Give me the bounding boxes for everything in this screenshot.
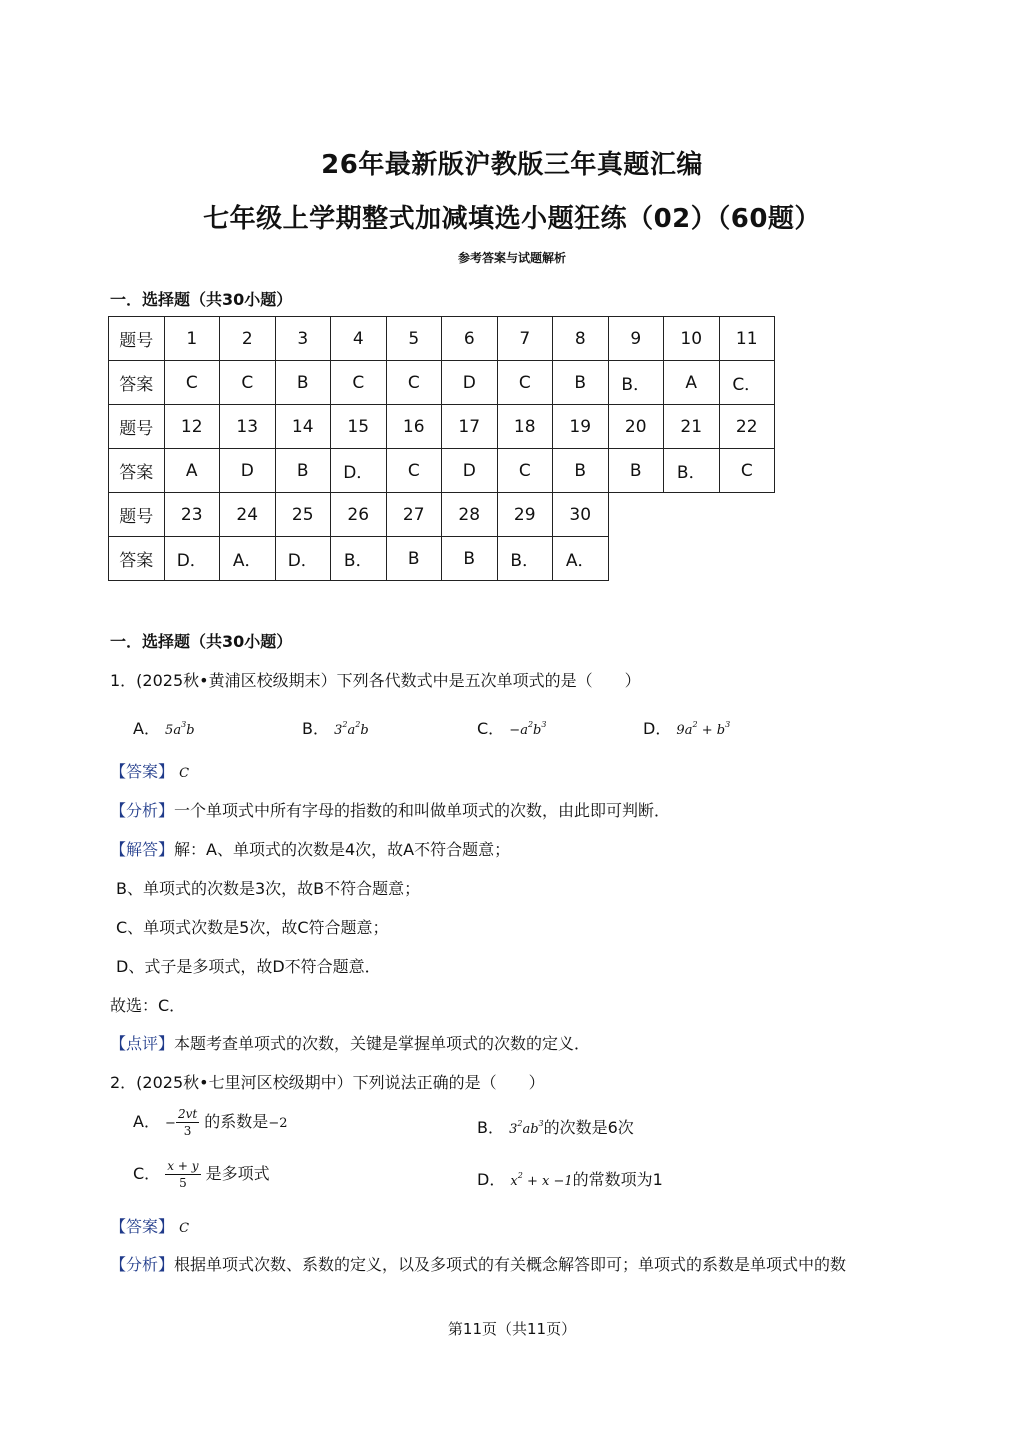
answer-cell: B xyxy=(275,449,331,493)
answer-cell: C xyxy=(164,361,220,405)
comment-text: 本题考查单项式的次数，关键是掌握单项式的次数的定义． xyxy=(174,1034,591,1053)
question-number-cell: 5 xyxy=(386,317,442,361)
option-label: B． xyxy=(477,1118,504,1137)
option-math: $9a^2 + b^3$ xyxy=(676,720,731,738)
option-math: $x^2 + x -1$ xyxy=(510,1171,573,1189)
q1-option-d xyxy=(643,716,730,739)
q2-option-b xyxy=(477,1115,634,1138)
table-row-answers xyxy=(109,537,775,581)
q1-solution-line: B、单项式的次数是3次，故B不符合题意； xyxy=(116,879,421,898)
answer-cell: A． xyxy=(553,537,609,581)
answer-cell: A xyxy=(664,361,720,405)
answer-cell: C xyxy=(719,449,775,493)
answer-tag: 【答案】 xyxy=(110,1217,175,1236)
question-number-cell: 11 xyxy=(719,317,775,361)
answer-cell: B． xyxy=(664,449,720,493)
question-number-cell: 21 xyxy=(664,405,720,449)
question-number-cell: 14 xyxy=(275,405,331,449)
comment-tag: 【点评】 xyxy=(110,1034,175,1053)
answer-table xyxy=(108,316,775,581)
question-number-cell: 3 xyxy=(275,317,331,361)
empty-cell xyxy=(664,537,720,581)
row-header: 题号 xyxy=(109,405,165,449)
question-number-cell: 30 xyxy=(553,493,609,537)
q1-option-b xyxy=(302,716,369,739)
row-header: 答案 xyxy=(109,361,165,405)
question-number-cell: 4 xyxy=(331,317,387,361)
option-math: $3^2a^2b$ xyxy=(334,720,369,738)
question-number-cell: 9 xyxy=(608,317,664,361)
option-text: 是多项式 xyxy=(205,1164,270,1183)
question-number-cell: 19 xyxy=(553,405,609,449)
q1-solution-line: C、单项式次数是5次，故C符合题意； xyxy=(116,918,389,937)
q2-option-d xyxy=(477,1167,663,1190)
row-header: 题号 xyxy=(109,317,165,361)
option-label: A． xyxy=(133,1112,160,1131)
question-number-cell: 20 xyxy=(608,405,664,449)
row-header: 答案 xyxy=(109,537,165,581)
question-number-cell: 8 xyxy=(553,317,609,361)
answer-cell: D xyxy=(442,449,498,493)
q2-option-c xyxy=(133,1158,270,1191)
answer-cell: C xyxy=(497,449,553,493)
answer-cell: D． xyxy=(164,537,220,581)
q1-choice: 故选：C． xyxy=(110,996,186,1015)
q1-solution xyxy=(110,837,510,860)
question-number-cell: 22 xyxy=(719,405,775,449)
table-row-numbers xyxy=(109,405,775,449)
question-number-cell: 7 xyxy=(497,317,553,361)
doc-title-line1: 26年最新版沪教版三年真题汇编 xyxy=(321,150,703,180)
empty-cell xyxy=(719,537,775,581)
question-number-cell: 12 xyxy=(164,405,220,449)
question-number-cell: 28 xyxy=(442,493,498,537)
question-number-cell: 27 xyxy=(386,493,442,537)
question-number-cell: 25 xyxy=(275,493,331,537)
analysis-tag: 【分析】 xyxy=(110,801,175,820)
answer-cell: D xyxy=(220,449,276,493)
question-number-cell: 24 xyxy=(220,493,276,537)
question-number-cell: 16 xyxy=(386,405,442,449)
page-footer: 第11页（共11页） xyxy=(447,1320,577,1338)
question-number-cell: 18 xyxy=(497,405,553,449)
q1-option-a xyxy=(133,716,195,739)
row-header: 题号 xyxy=(109,493,165,537)
option-math: $5a^3b$ xyxy=(165,720,195,738)
question-number-cell: 10 xyxy=(664,317,720,361)
answer-cell: B xyxy=(442,537,498,581)
doc-title-line2: 七年级上学期整式加减填选小题狂练（02）（60题） xyxy=(203,204,821,234)
solution-text: 解：A、单项式的次数是4次，故A不符合题意； xyxy=(174,840,511,859)
question-number-cell: 2 xyxy=(220,317,276,361)
question-2-stem: 2．(2025秋•七里河区校级期中）下列说法正确的是（ ） xyxy=(110,1073,545,1092)
answer-value: C xyxy=(179,1221,190,1236)
empty-cell xyxy=(608,537,664,581)
option-label: C． xyxy=(133,1164,161,1183)
doc-subtitle: 参考答案与试题解析 xyxy=(457,251,566,265)
option-label: D． xyxy=(477,1170,506,1189)
fraction: $\frac{2vt}{3}$ xyxy=(177,1107,198,1138)
solution-tag: 【解答】 xyxy=(110,840,175,859)
question-number-cell: 6 xyxy=(442,317,498,361)
q1-comment xyxy=(110,1031,590,1054)
question-1-stem: 1．(2025秋•黄浦区校级期末）下列各代数式中是五次单项式的是（ ） xyxy=(110,671,641,690)
table-row-numbers xyxy=(109,493,775,537)
answer-cell: C xyxy=(220,361,276,405)
option-label: A． xyxy=(133,719,160,738)
empty-cell xyxy=(719,493,775,537)
option-label: C． xyxy=(477,719,505,738)
answer-cell: D． xyxy=(331,449,387,493)
table-row-answers xyxy=(109,361,775,405)
option-label: B． xyxy=(302,719,329,738)
option-text: 的次数是6次 xyxy=(543,1118,634,1137)
option-label: D． xyxy=(643,719,672,738)
fraction: $\frac{x + y}{5}$ xyxy=(167,1159,199,1190)
answer-cell: C xyxy=(331,361,387,405)
question-number-cell: 23 xyxy=(164,493,220,537)
answer-cell: A． xyxy=(220,537,276,581)
analysis-tag: 【分析】 xyxy=(110,1255,175,1274)
q1-answer xyxy=(110,759,189,782)
q2-option-a: A． − $\frac{2vt}{3}$ 的系数是−2 xyxy=(133,1107,288,1138)
section-heading: 一．选择题（共30小题） xyxy=(110,290,293,309)
table-row-answers xyxy=(109,449,775,493)
answer-value: C xyxy=(179,766,190,781)
answer-cell: B xyxy=(275,361,331,405)
option-value: −2 xyxy=(268,1116,288,1131)
option-text: 的常数项为1 xyxy=(572,1170,663,1189)
answer-cell: A xyxy=(164,449,220,493)
question-number-cell: 13 xyxy=(220,405,276,449)
q1-analysis xyxy=(110,798,670,821)
row-header: 答案 xyxy=(109,449,165,493)
option-math: $-a^2b^3$ xyxy=(509,720,547,738)
option-text: 的系数是 xyxy=(204,1112,269,1131)
analysis-text: 一个单项式中所有字母的指数的和叫做单项式的次数，由此即可判断． xyxy=(174,801,671,820)
option-math: $3^2ab^3$ xyxy=(509,1119,544,1137)
empty-cell xyxy=(664,493,720,537)
answer-cell: C xyxy=(386,361,442,405)
answer-cell: B． xyxy=(608,361,664,405)
answer-cell: B xyxy=(608,449,664,493)
q1-solution-line: D、式子是多项式，故D不符合题意． xyxy=(116,957,381,976)
answer-cell: B． xyxy=(331,537,387,581)
answer-cell: D． xyxy=(275,537,331,581)
question-number-cell: 26 xyxy=(331,493,387,537)
question-number-cell: 1 xyxy=(164,317,220,361)
answer-cell: B． xyxy=(497,537,553,581)
answer-cell: D xyxy=(442,361,498,405)
answer-cell: C． xyxy=(719,361,775,405)
answer-cell: B xyxy=(553,449,609,493)
section-heading: 一．选择题（共30小题） xyxy=(110,632,293,651)
answer-cell: C xyxy=(386,449,442,493)
q2-analysis xyxy=(110,1252,846,1275)
answer-cell: B xyxy=(386,537,442,581)
answer-cell: C xyxy=(497,361,553,405)
analysis-text: 根据单项式次数、系数的定义，以及多项式的有关概念解答即可；单项式的系数是单项式中的数 xyxy=(174,1255,847,1274)
q1-option-c xyxy=(477,716,546,739)
answer-tag: 【答案】 xyxy=(110,762,175,781)
question-number-cell: 15 xyxy=(331,405,387,449)
table-row-numbers xyxy=(109,317,775,361)
question-number-cell: 17 xyxy=(442,405,498,449)
q2-answer xyxy=(110,1214,189,1237)
question-number-cell: 29 xyxy=(497,493,553,537)
empty-cell xyxy=(608,493,664,537)
answer-cell: B xyxy=(553,361,609,405)
